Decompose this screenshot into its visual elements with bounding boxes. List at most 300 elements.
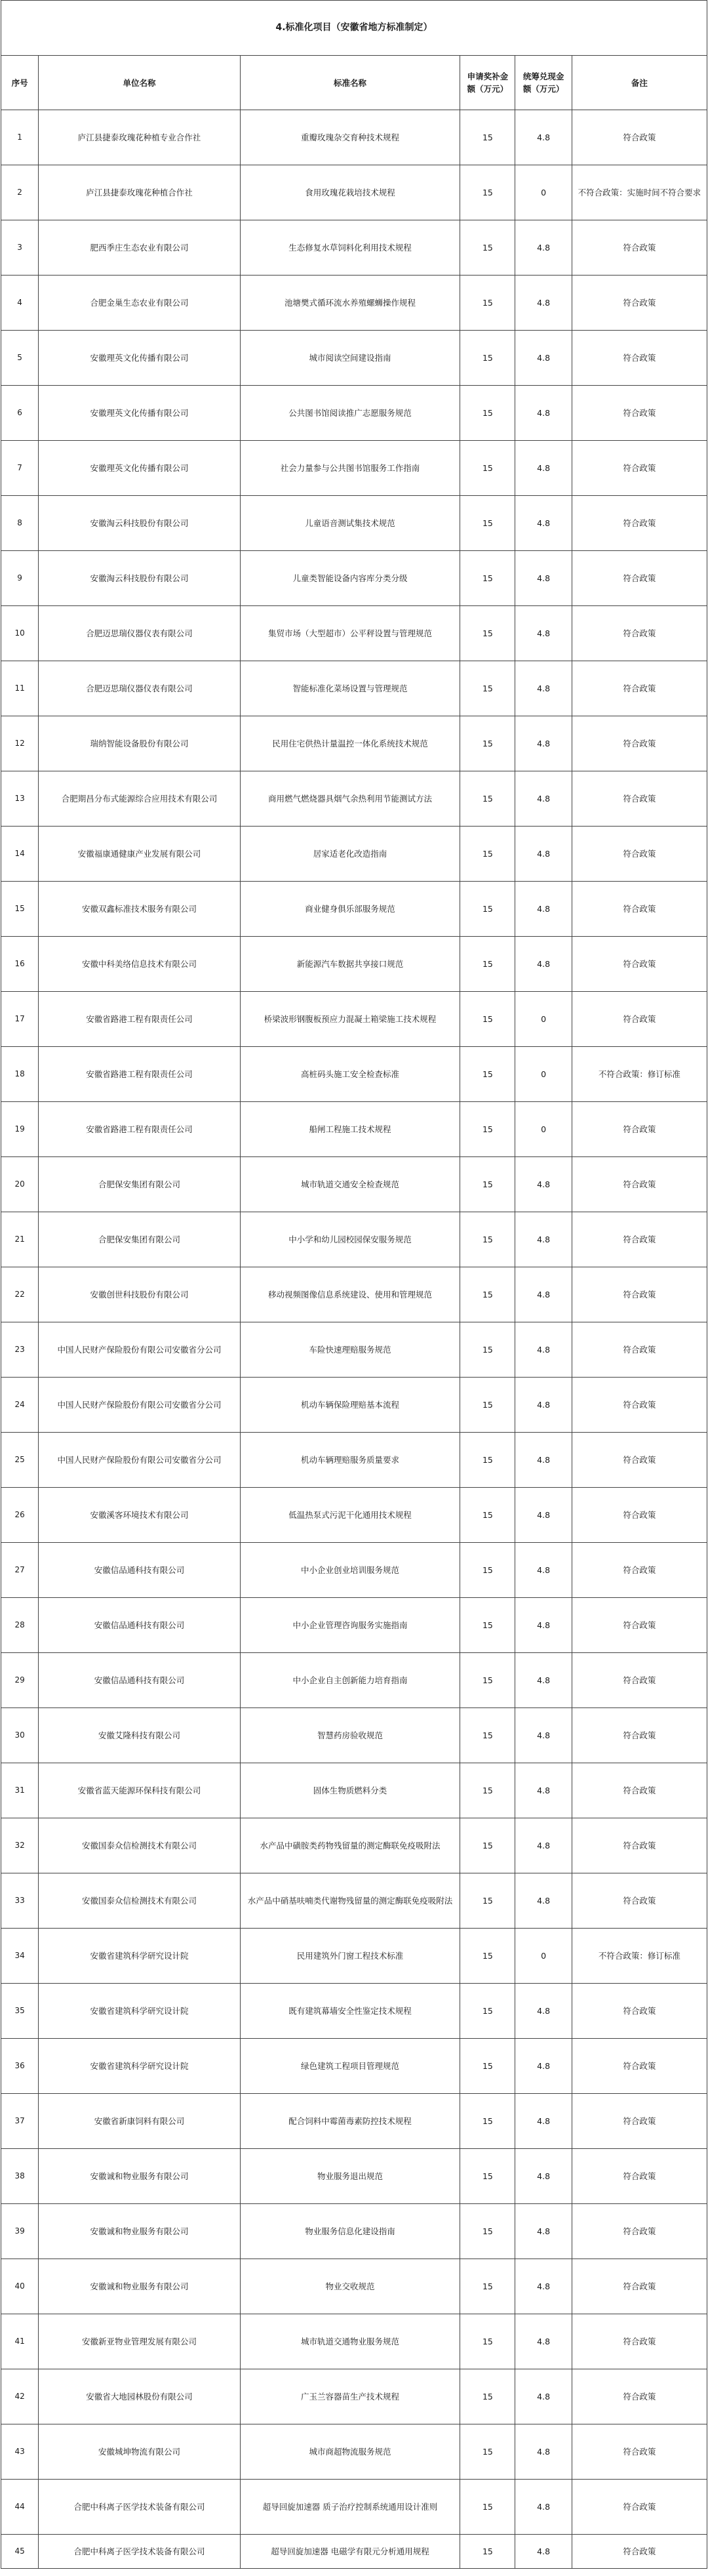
cell-no: 25 — [1, 1433, 39, 1488]
cell-no: 13 — [1, 771, 39, 827]
cell-no: 19 — [1, 1102, 39, 1157]
cell-fund-amount: 4.8 — [515, 2204, 572, 2259]
cell-standard: 移动视频图像信息系统建设、使用和管理规范 — [240, 1267, 460, 1322]
cell-standard: 城市轨道交通安全检查规范 — [240, 1157, 460, 1212]
table-row — [1, 2259, 707, 2314]
table-row — [1, 606, 707, 661]
cell-unit: 安徽溪客环境技术有限公司 — [39, 1488, 241, 1543]
table-row — [1, 992, 707, 1047]
cell-fund-amount: 4.8 — [515, 1873, 572, 1929]
cell-unit: 安徽理英文化传播有限公司 — [39, 441, 241, 496]
cell-standard: 绿色建筑工程项目管理规范 — [240, 2039, 460, 2094]
cell-apply-amount: 15 — [460, 1873, 515, 1929]
standards-table — [1, 0, 707, 2569]
cell-unit: 安徽省新康饲料有限公司 — [39, 2094, 241, 2149]
title-row — [1, 1, 707, 56]
cell-note: 符合政策 — [572, 1653, 707, 1708]
cell-fund-amount: 4.8 — [515, 882, 572, 937]
cell-unit: 合肥保安集团有限公司 — [39, 1157, 241, 1212]
cell-note: 符合政策 — [572, 771, 707, 827]
cell-unit: 安徽信品通科技有限公司 — [39, 1598, 241, 1653]
cell-note: 符合政策 — [572, 386, 707, 441]
cell-standard: 桥梁波形钢腹板预应力混凝土箱梁施工技术规程 — [240, 992, 460, 1047]
cell-fund-amount: 4.8 — [515, 661, 572, 716]
cell-fund-amount: 4.8 — [515, 1322, 572, 1378]
cell-no: 32 — [1, 1818, 39, 1873]
cell-standard: 物业服务退出规范 — [240, 2149, 460, 2204]
cell-unit: 安徽国泰众信检测技术有限公司 — [39, 1873, 241, 1929]
cell-fund-amount: 4.8 — [515, 2149, 572, 2204]
cell-note: 符合政策 — [572, 827, 707, 882]
cell-apply-amount: 15 — [460, 716, 515, 771]
cell-no: 11 — [1, 661, 39, 716]
cell-unit: 安徽新亚物业管理发展有限公司 — [39, 2314, 241, 2369]
cell-note: 符合政策 — [572, 1102, 707, 1157]
cell-standard: 公共图书馆阅读推广志愿服务规范 — [240, 386, 460, 441]
cell-note: 不符合政策：修订标准 — [572, 1047, 707, 1102]
cell-unit: 安徽信品通科技有限公司 — [39, 1653, 241, 1708]
table-row — [1, 716, 707, 771]
cell-fund-amount: 4.8 — [515, 1984, 572, 2039]
cell-unit: 安徽中科美络信息技术有限公司 — [39, 937, 241, 992]
cell-apply-amount: 15 — [460, 551, 515, 606]
cell-no: 12 — [1, 716, 39, 771]
cell-apply-amount: 15 — [460, 1543, 515, 1598]
cell-standard: 中小学和幼儿园校园保安服务规范 — [240, 1212, 460, 1267]
table-row — [1, 2094, 707, 2149]
cell-unit: 肥西季庄生态农业有限公司 — [39, 220, 241, 276]
cell-unit: 安徽国泰众信检测技术有限公司 — [39, 1818, 241, 1873]
cell-no: 15 — [1, 882, 39, 937]
cell-no: 3 — [1, 220, 39, 276]
cell-standard: 智能标准化菜场设置与管理规范 — [240, 661, 460, 716]
cell-note: 符合政策 — [572, 1543, 707, 1598]
cell-standard: 车险快速理赔服务规范 — [240, 1322, 460, 1378]
table-row — [1, 1708, 707, 1763]
cell-apply-amount: 15 — [460, 2039, 515, 2094]
table-row — [1, 1102, 707, 1157]
table-row — [1, 331, 707, 386]
cell-no: 17 — [1, 992, 39, 1047]
cell-no: 4 — [1, 276, 39, 331]
cell-unit: 安徽城坤物流有限公司 — [39, 2424, 241, 2480]
cell-standard: 智慧药房验收规范 — [240, 1708, 460, 1763]
cell-fund-amount: 4.8 — [515, 1543, 572, 1598]
cell-fund-amount: 4.8 — [515, 1212, 572, 1267]
cell-note: 符合政策 — [572, 2149, 707, 2204]
table-row — [1, 1763, 707, 1818]
table-row — [1, 1543, 707, 1598]
cell-no: 26 — [1, 1488, 39, 1543]
cell-no: 27 — [1, 1543, 39, 1598]
cell-apply-amount: 15 — [460, 2369, 515, 2424]
table-row — [1, 1433, 707, 1488]
cell-standard: 机动车辆理赔服务质量要求 — [240, 1433, 460, 1488]
cell-fund-amount: 4.8 — [515, 496, 572, 551]
cell-unit: 安徽创世科技股份有限公司 — [39, 1267, 241, 1322]
cell-note: 符合政策 — [572, 496, 707, 551]
cell-note: 不符合政策：修订标准 — [572, 1929, 707, 1984]
cell-no: 7 — [1, 441, 39, 496]
cell-note: 符合政策 — [572, 1984, 707, 2039]
cell-fund-amount: 4.8 — [515, 386, 572, 441]
table-row — [1, 220, 707, 276]
cell-note: 符合政策 — [572, 2480, 707, 2535]
header-note: 备注 — [572, 56, 707, 110]
cell-note: 符合政策 — [572, 1873, 707, 1929]
cell-unit: 安徽省建筑科学研究设计院 — [39, 1984, 241, 2039]
cell-standard: 儿童类智能设备内容库分类分级 — [240, 551, 460, 606]
table-row — [1, 2204, 707, 2259]
cell-note: 符合政策 — [572, 110, 707, 165]
cell-apply-amount: 15 — [460, 2204, 515, 2259]
table-row — [1, 1818, 707, 1873]
cell-fund-amount: 4.8 — [515, 1488, 572, 1543]
cell-no: 8 — [1, 496, 39, 551]
cell-note: 符合政策 — [572, 331, 707, 386]
table-row — [1, 441, 707, 496]
cell-unit: 安徽省路港工程有限责任公司 — [39, 992, 241, 1047]
cell-note: 符合政策 — [572, 1157, 707, 1212]
cell-fund-amount: 4.8 — [515, 1653, 572, 1708]
cell-fund-amount: 4.8 — [515, 2039, 572, 2094]
cell-note: 符合政策 — [572, 2039, 707, 2094]
cell-unit: 安徽诚和物业服务有限公司 — [39, 2204, 241, 2259]
cell-no: 39 — [1, 2204, 39, 2259]
cell-standard: 池塘樊式循环流水养殖螺蛳操作规程 — [240, 276, 460, 331]
cell-apply-amount: 15 — [460, 2480, 515, 2535]
cell-unit: 瑞纳智能设备股份有限公司 — [39, 716, 241, 771]
cell-apply-amount: 15 — [460, 1047, 515, 1102]
cell-apply-amount: 15 — [460, 1708, 515, 1763]
cell-note: 符合政策 — [572, 1598, 707, 1653]
cell-apply-amount: 15 — [460, 331, 515, 386]
table-row — [1, 1488, 707, 1543]
cell-fund-amount: 0 — [515, 1102, 572, 1157]
table-row — [1, 882, 707, 937]
table-row — [1, 2535, 707, 2569]
cell-fund-amount: 4.8 — [515, 1267, 572, 1322]
cell-no: 30 — [1, 1708, 39, 1763]
cell-standard: 配合饲料中霉菌毒素防控技术规程 — [240, 2094, 460, 2149]
cell-apply-amount: 15 — [460, 1984, 515, 2039]
cell-no: 28 — [1, 1598, 39, 1653]
cell-no: 21 — [1, 1212, 39, 1267]
table-row — [1, 2149, 707, 2204]
cell-no: 33 — [1, 1873, 39, 1929]
table-row — [1, 1984, 707, 2039]
cell-fund-amount: 4.8 — [515, 1433, 572, 1488]
cell-unit: 庐江县捷泰玫瑰花种植专业合作社 — [39, 110, 241, 165]
cell-apply-amount: 15 — [460, 386, 515, 441]
cell-standard: 居家适老化改造指南 — [240, 827, 460, 882]
cell-fund-amount: 4.8 — [515, 2094, 572, 2149]
cell-note: 符合政策 — [572, 1267, 707, 1322]
cell-no: 31 — [1, 1763, 39, 1818]
cell-note: 符合政策 — [572, 1378, 707, 1433]
cell-no: 9 — [1, 551, 39, 606]
cell-apply-amount: 15 — [460, 1102, 515, 1157]
table-row — [1, 1929, 707, 1984]
cell-standard: 城市商超物流服务规范 — [240, 2424, 460, 2480]
cell-standard: 超导回旋加速器 电磁学有限元分析通用规程 — [240, 2535, 460, 2569]
cell-standard: 船闸工程施工技术规程 — [240, 1102, 460, 1157]
cell-standard: 固体生物质燃料分类 — [240, 1763, 460, 1818]
cell-note: 符合政策 — [572, 661, 707, 716]
cell-apply-amount: 15 — [460, 1212, 515, 1267]
table-row — [1, 496, 707, 551]
cell-apply-amount: 15 — [460, 2149, 515, 2204]
cell-apply-amount: 15 — [460, 2314, 515, 2369]
cell-apply-amount: 15 — [460, 1378, 515, 1433]
cell-fund-amount: 0 — [515, 1047, 572, 1102]
cell-note: 符合政策 — [572, 2369, 707, 2424]
table-row — [1, 165, 707, 220]
table-row — [1, 1212, 707, 1267]
cell-note: 符合政策 — [572, 276, 707, 331]
cell-note: 符合政策 — [572, 1818, 707, 1873]
cell-fund-amount: 4.8 — [515, 2314, 572, 2369]
cell-no: 40 — [1, 2259, 39, 2314]
cell-standard: 商业健身俱乐部服务规范 — [240, 882, 460, 937]
cell-fund-amount: 4.8 — [515, 1157, 572, 1212]
cell-standard: 新能源汽车数据共享接口规范 — [240, 937, 460, 992]
table-row — [1, 1267, 707, 1322]
cell-unit: 安徽双鑫标准技术服务有限公司 — [39, 882, 241, 937]
cell-note: 不符合政策：实施时间不符合要求 — [572, 165, 707, 220]
cell-apply-amount: 15 — [460, 992, 515, 1047]
cell-note: 符合政策 — [572, 1488, 707, 1543]
cell-unit: 合肥中科离子医学技术装备有限公司 — [39, 2535, 241, 2569]
cell-apply-amount: 15 — [460, 2259, 515, 2314]
table-row — [1, 551, 707, 606]
cell-note: 符合政策 — [572, 2314, 707, 2369]
cell-unit: 庐江县捷泰玫瑰花种植合作社 — [39, 165, 241, 220]
cell-no: 29 — [1, 1653, 39, 1708]
table-row — [1, 276, 707, 331]
cell-note: 符合政策 — [572, 2424, 707, 2480]
cell-apply-amount: 15 — [460, 1157, 515, 1212]
cell-fund-amount: 4.8 — [515, 606, 572, 661]
cell-fund-amount: 4.8 — [515, 2535, 572, 2569]
header-fund-amount: 统筹兑现金额（万元） — [515, 56, 572, 110]
cell-no: 6 — [1, 386, 39, 441]
cell-fund-amount: 0 — [515, 165, 572, 220]
cell-note: 符合政策 — [572, 716, 707, 771]
cell-standard: 低温热泵式污泥干化通用技术规程 — [240, 1488, 460, 1543]
cell-no: 1 — [1, 110, 39, 165]
cell-unit: 安徽诚和物业服务有限公司 — [39, 2149, 241, 2204]
cell-no: 24 — [1, 1378, 39, 1433]
table-row — [1, 110, 707, 165]
cell-note: 符合政策 — [572, 992, 707, 1047]
cell-note: 符合政策 — [572, 882, 707, 937]
cell-standard: 集贸市场（大型超市）公平秤设置与管理规范 — [240, 606, 460, 661]
cell-no: 23 — [1, 1322, 39, 1378]
table-row — [1, 661, 707, 716]
table-row — [1, 1047, 707, 1102]
cell-standard: 重瓣玫瑰杂交育种技术规程 — [240, 110, 460, 165]
cell-unit: 安徽省建筑科学研究设计院 — [39, 1929, 241, 1984]
cell-apply-amount: 15 — [460, 276, 515, 331]
cell-unit: 合肥中科离子医学技术装备有限公司 — [39, 2480, 241, 2535]
table-row — [1, 771, 707, 827]
cell-note: 符合政策 — [572, 1433, 707, 1488]
cell-apply-amount: 15 — [460, 1433, 515, 1488]
cell-note: 符合政策 — [572, 2535, 707, 2569]
header-no: 序号 — [1, 56, 39, 110]
cell-fund-amount: 4.8 — [515, 716, 572, 771]
table-row — [1, 2039, 707, 2094]
cell-note: 符合政策 — [572, 1763, 707, 1818]
cell-apply-amount: 15 — [460, 441, 515, 496]
cell-fund-amount: 4.8 — [515, 1818, 572, 1873]
header-row — [1, 56, 707, 110]
cell-apply-amount: 15 — [460, 606, 515, 661]
cell-note: 符合政策 — [572, 441, 707, 496]
cell-no: 22 — [1, 1267, 39, 1322]
cell-note: 符合政策 — [572, 2204, 707, 2259]
cell-fund-amount: 4.8 — [515, 771, 572, 827]
cell-apply-amount: 15 — [460, 771, 515, 827]
cell-unit: 安徽省建筑科学研究设计院 — [39, 2039, 241, 2094]
cell-apply-amount: 15 — [460, 496, 515, 551]
table-row — [1, 1378, 707, 1433]
cell-no: 36 — [1, 2039, 39, 2094]
cell-standard: 物业服务信息化建设指南 — [240, 2204, 460, 2259]
cell-note: 符合政策 — [572, 1708, 707, 1763]
cell-standard: 民用住宅供热计量温控一体化系统技术规范 — [240, 716, 460, 771]
cell-unit: 安徽淘云科技股份有限公司 — [39, 551, 241, 606]
cell-fund-amount: 4.8 — [515, 441, 572, 496]
cell-unit: 合肥期昌分布式能源综合应用技术有限公司 — [39, 771, 241, 827]
table-row — [1, 1873, 707, 1929]
cell-apply-amount: 15 — [460, 1818, 515, 1873]
header-unit: 单位名称 — [39, 56, 241, 110]
cell-unit: 安徽省路港工程有限责任公司 — [39, 1047, 241, 1102]
cell-unit: 中国人民财产保险股份有限公司安徽省分公司 — [39, 1378, 241, 1433]
cell-note: 符合政策 — [572, 2094, 707, 2149]
cell-fund-amount: 4.8 — [515, 220, 572, 276]
cell-no: 10 — [1, 606, 39, 661]
cell-standard: 超导回旋加速器 质子治疗控制系统通用设计准则 — [240, 2480, 460, 2535]
cell-apply-amount: 15 — [460, 882, 515, 937]
cell-fund-amount: 4.8 — [515, 937, 572, 992]
cell-unit: 中国人民财产保险股份有限公司安徽省分公司 — [39, 1433, 241, 1488]
cell-fund-amount: 4.8 — [515, 2424, 572, 2480]
cell-fund-amount: 4.8 — [515, 827, 572, 882]
cell-apply-amount: 15 — [460, 2424, 515, 2480]
cell-standard: 水产品中硝基呋喃类代谢物残留量的测定酶联免疫吸附法 — [240, 1873, 460, 1929]
cell-note: 符合政策 — [572, 220, 707, 276]
cell-fund-amount: 0 — [515, 1929, 572, 1984]
cell-unit: 安徽诚和物业服务有限公司 — [39, 2259, 241, 2314]
cell-unit: 合肥保安集团有限公司 — [39, 1212, 241, 1267]
cell-apply-amount: 15 — [460, 220, 515, 276]
cell-unit: 合肥金巢生态农业有限公司 — [39, 276, 241, 331]
cell-no: 5 — [1, 331, 39, 386]
cell-note: 符合政策 — [572, 551, 707, 606]
table-row — [1, 2314, 707, 2369]
cell-fund-amount: 4.8 — [515, 1708, 572, 1763]
cell-no: 2 — [1, 165, 39, 220]
cell-standard: 中小企业创业培训服务规范 — [240, 1543, 460, 1598]
table-row — [1, 2369, 707, 2424]
cell-standard: 中小企业自主创新能力培育指南 — [240, 1653, 460, 1708]
cell-apply-amount: 15 — [460, 2094, 515, 2149]
cell-apply-amount: 15 — [460, 1763, 515, 1818]
cell-fund-amount: 4.8 — [515, 110, 572, 165]
cell-standard: 高桩码头施工安全检查标准 — [240, 1047, 460, 1102]
cell-standard: 城市阅读空间建设指南 — [240, 331, 460, 386]
cell-fund-amount: 4.8 — [515, 551, 572, 606]
cell-standard: 广玉兰容器苗生产技术规程 — [240, 2369, 460, 2424]
cell-fund-amount: 4.8 — [515, 276, 572, 331]
cell-standard: 水产品中磺胺类药物残留量的测定酶联免疫吸附法 — [240, 1818, 460, 1873]
cell-note: 符合政策 — [572, 1212, 707, 1267]
cell-apply-amount: 15 — [460, 1653, 515, 1708]
table-row — [1, 937, 707, 992]
cell-standard: 社会力量参与公共图书馆服务工作指南 — [240, 441, 460, 496]
cell-unit: 安徽省路港工程有限责任公司 — [39, 1102, 241, 1157]
cell-fund-amount: 4.8 — [515, 2369, 572, 2424]
cell-note: 符合政策 — [572, 937, 707, 992]
cell-fund-amount: 4.8 — [515, 1763, 572, 1818]
cell-standard: 商用燃气燃烧器具烟气余热利用节能测试方法 — [240, 771, 460, 827]
table-row — [1, 386, 707, 441]
header-apply-amount: 申请奖补金额（万元） — [460, 56, 515, 110]
cell-standard: 生态修复水草饲料化利用技术规程 — [240, 220, 460, 276]
cell-no: 34 — [1, 1929, 39, 1984]
cell-standard: 机动车辆保险理赔基本流程 — [240, 1378, 460, 1433]
cell-note: 符合政策 — [572, 2259, 707, 2314]
cell-unit: 安徽艾隆科技有限公司 — [39, 1708, 241, 1763]
cell-standard: 民用建筑外门窗工程技术标准 — [240, 1929, 460, 1984]
cell-standard: 既有建筑幕墙安全性鉴定技术规程 — [240, 1984, 460, 2039]
cell-fund-amount: 0 — [515, 992, 572, 1047]
cell-apply-amount: 15 — [460, 1488, 515, 1543]
cell-unit: 安徽理英文化传播有限公司 — [39, 331, 241, 386]
table-row — [1, 1598, 707, 1653]
cell-standard: 中小企业管理咨询服务实施指南 — [240, 1598, 460, 1653]
cell-unit: 安徽理英文化传播有限公司 — [39, 386, 241, 441]
cell-no: 35 — [1, 1984, 39, 2039]
table-row — [1, 827, 707, 882]
cell-apply-amount: 15 — [460, 165, 515, 220]
cell-fund-amount: 4.8 — [515, 1378, 572, 1433]
cell-no: 44 — [1, 2480, 39, 2535]
cell-standard: 城市轨道交通物业服务规范 — [240, 2314, 460, 2369]
table-title: 4.标准化项目（安徽省地方标准制定） — [1, 1, 707, 56]
cell-no: 37 — [1, 2094, 39, 2149]
cell-fund-amount: 4.8 — [515, 2259, 572, 2314]
cell-no: 45 — [1, 2535, 39, 2569]
header-standard: 标准名称 — [240, 56, 460, 110]
cell-unit: 合肥迈思瑞仪器仪表有限公司 — [39, 606, 241, 661]
cell-apply-amount: 15 — [460, 1322, 515, 1378]
table-row — [1, 2424, 707, 2480]
cell-apply-amount: 15 — [460, 1267, 515, 1322]
cell-unit: 中国人民财产保险股份有限公司安徽省分公司 — [39, 1322, 241, 1378]
cell-apply-amount: 15 — [460, 1929, 515, 1984]
cell-unit: 安徽淘云科技股份有限公司 — [39, 496, 241, 551]
cell-no: 16 — [1, 937, 39, 992]
cell-apply-amount: 15 — [460, 827, 515, 882]
cell-note: 符合政策 — [572, 1322, 707, 1378]
cell-apply-amount: 15 — [460, 2535, 515, 2569]
cell-no: 41 — [1, 2314, 39, 2369]
cell-fund-amount: 4.8 — [515, 2480, 572, 2535]
